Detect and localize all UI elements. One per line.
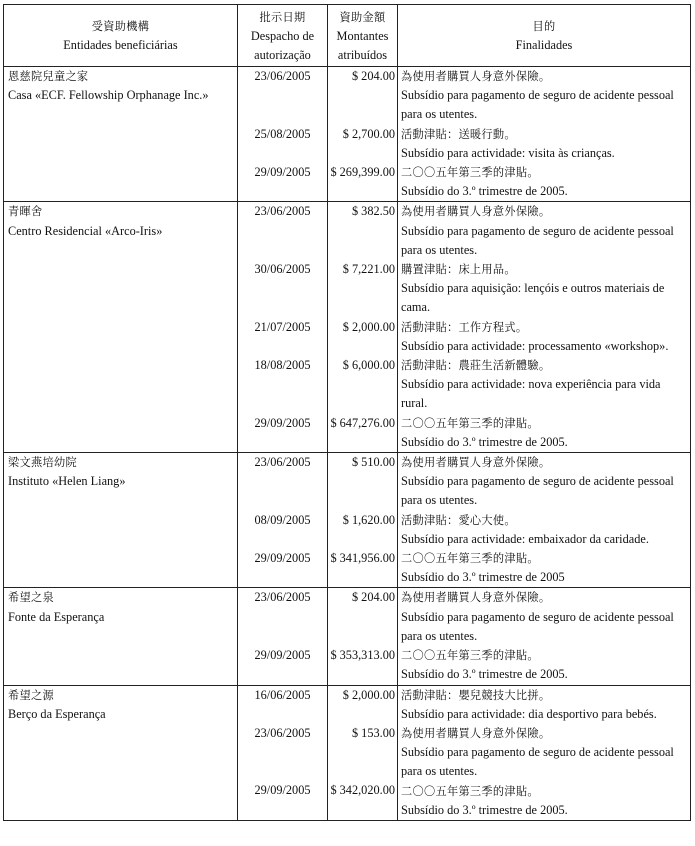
grant-amount: $ 341,956.00 (330, 551, 395, 566)
grant-date: 23/06/2005 (254, 725, 311, 740)
date-spacer (238, 86, 327, 105)
purpose-pt-line: Subsídio do 3.º trimestre de 2005. (401, 184, 568, 199)
grant-date: 23/06/2005 (254, 590, 311, 605)
table-row (4, 202, 691, 453)
grant-date: 29/09/2005 (254, 164, 311, 179)
amount-cell (328, 67, 398, 202)
amount-spacer (328, 279, 397, 298)
date-spacer (238, 375, 327, 394)
amount-cell (328, 588, 398, 685)
amount-spacer (328, 222, 397, 241)
date-spacer (238, 433, 327, 452)
amount-spacer (328, 568, 397, 587)
entity-cell (4, 453, 238, 588)
entity-name-zh: 青暉舍 (8, 205, 43, 219)
grant-amount: $ 7,221.00 (342, 262, 395, 276)
date-spacer (238, 279, 327, 298)
purpose-pt-line: rural. (401, 396, 428, 411)
purpose-pt-line: Subsídio para aquisição: lençóis e outros materiais de (401, 281, 665, 296)
grant-date: 18/08/2005 (254, 357, 311, 372)
entity-name-pt: Berço da Esperança (8, 706, 106, 721)
entity-name-pt: Centro Residencial «Arco-Iris» (8, 223, 163, 238)
entity-header-zh: 受資助機構 (91, 20, 150, 33)
amount-header-zh: 資助金額 (339, 11, 386, 24)
date-header-pt-2: autorização (254, 48, 311, 62)
purpose-zh: 二〇〇五年第三季的津貼。 (401, 784, 539, 798)
purpose-zh: 活動津貼：工作方程式。 (401, 320, 528, 334)
grant-amount: $ 353,313.00 (330, 648, 395, 663)
date-cell (238, 202, 328, 453)
entity-name-zh: 希望之源 (8, 688, 54, 702)
amount-spacer (328, 298, 397, 317)
table-body (4, 67, 691, 821)
grant-amount: $ 153.00 (351, 725, 395, 740)
date-spacer (238, 491, 327, 510)
entity-column-header (4, 5, 238, 67)
entity-cell (4, 202, 238, 453)
date-spacer (238, 801, 327, 820)
entity-name-pt: Casa «ECF. Fellowship Orphanage Inc.» (8, 88, 209, 103)
amount-spacer (328, 86, 397, 105)
purpose-pt-line: Subsídio para pagamento de seguro de acidente pessoal (401, 745, 674, 760)
purpose-zh: 二〇〇五年第三季的津貼。 (401, 166, 539, 180)
date-spacer (238, 182, 327, 201)
amount-header-pt-1: Montantes (336, 29, 389, 43)
grant-amount: $ 382.50 (351, 204, 395, 219)
grant-amount: $ 510.00 (351, 455, 395, 470)
amount-spacer (328, 144, 397, 163)
grant-date: 29/09/2005 (254, 648, 311, 663)
amount-cell (328, 453, 398, 588)
grant-date: 08/09/2005 (254, 512, 311, 527)
date-spacer (238, 762, 327, 781)
grant-amount: $ 342,020.00 (330, 783, 395, 798)
date-spacer (238, 105, 327, 124)
entity-name-zh: 希望之泉 (8, 591, 54, 605)
purpose-header-pt: Finalidades (515, 38, 573, 52)
date-header-zh: 批示日期 (259, 11, 306, 24)
table-row (4, 588, 691, 685)
date-spacer (238, 394, 327, 413)
date-spacer (238, 743, 327, 762)
date-spacer (238, 627, 327, 646)
amount-column-header (328, 5, 398, 67)
grant-amount: $ 1,620.00 (342, 512, 395, 527)
purpose-cell (398, 588, 691, 685)
amount-cell (328, 202, 398, 453)
purpose-header-zh: 目的 (532, 20, 556, 33)
purpose-zh: 為使用者購買人身意外保險。 (401, 205, 551, 219)
purpose-pt-line: Subsídio para actividade: embaixador da caridade. (401, 531, 649, 546)
purpose-zh: 活動津貼：農莊生活新體驗。 (401, 359, 551, 373)
purpose-zh: 二〇〇五年第三季的津貼。 (401, 552, 539, 566)
purpose-pt-line: Subsídio para actividade: dia desportivo para bebés. (401, 706, 657, 721)
amount-spacer (328, 762, 397, 781)
purpose-pt-line: Subsídio para pagamento de seguro de acidente pessoal (401, 88, 674, 103)
date-column-header (238, 5, 328, 67)
entity-name-pt: Fonte da Esperança (8, 609, 105, 624)
entity-cell (4, 67, 238, 202)
purpose-zh: 為使用者購買人身意外保險。 (401, 726, 551, 740)
purpose-pt-line: Subsídio para pagamento de seguro de acidente pessoal (401, 609, 674, 624)
purpose-zh: 二〇〇五年第三季的津貼。 (401, 416, 539, 430)
table-row (4, 453, 691, 588)
amount-spacer (328, 665, 397, 684)
purpose-zh: 二〇〇五年第三季的津貼。 (401, 649, 539, 663)
amount-spacer (328, 491, 397, 510)
grant-date: 21/07/2005 (254, 319, 311, 334)
grant-amount: $ 2,000.00 (342, 687, 395, 702)
date-spacer (238, 298, 327, 317)
grant-amount: $ 6,000.00 (342, 357, 395, 372)
amount-spacer (328, 182, 397, 201)
purpose-pt-line: Subsídio do 3.º trimestre de 2005. (401, 802, 568, 817)
date-cell (238, 588, 328, 685)
amount-spacer (328, 375, 397, 394)
grant-date: 29/09/2005 (254, 783, 311, 798)
date-spacer (238, 472, 327, 491)
purpose-zh: 為使用者購買人身意外保險。 (401, 70, 551, 83)
purpose-pt-line: para os utentes. (401, 628, 478, 643)
date-cell (238, 67, 328, 202)
grant-amount: $ 2,700.00 (342, 126, 395, 141)
grant-amount: $ 647,276.00 (330, 415, 395, 430)
date-spacer (238, 568, 327, 587)
purpose-pt-line: Subsídio para pagamento de seguro de acidente pessoal (401, 474, 674, 489)
grant-date: 23/06/2005 (254, 455, 311, 470)
purpose-pt-line: cama. (401, 300, 431, 315)
amount-spacer (328, 433, 397, 452)
date-spacer (238, 530, 327, 549)
purpose-cell (398, 453, 691, 588)
entity-cell (4, 685, 238, 820)
date-spacer (238, 144, 327, 163)
entity-header-pt: Entidades beneficiárias (63, 38, 178, 52)
purpose-pt-line: Subsídio do 3.º trimestre de 2005. (401, 667, 568, 682)
grant-date: 25/08/2005 (254, 126, 311, 141)
date-spacer (238, 222, 327, 241)
date-cell (238, 453, 328, 588)
entity-name-zh: 梁文燕培幼院 (8, 456, 77, 470)
amount-spacer (328, 105, 397, 124)
grant-date: 23/06/2005 (254, 204, 311, 219)
grant-amount: $ 204.00 (351, 69, 395, 83)
purpose-pt-line: Subsídio para actividade: processamento «workshop». (401, 338, 669, 353)
amount-spacer (328, 472, 397, 491)
amount-spacer (328, 394, 397, 413)
amount-spacer (328, 627, 397, 646)
entity-cell (4, 588, 238, 685)
amount-header-pt-2: atribuídos (337, 48, 388, 62)
amount-spacer (328, 705, 397, 724)
purpose-pt-line: para os utentes. (401, 764, 478, 779)
amount-spacer (328, 241, 397, 260)
purpose-cell (398, 685, 691, 820)
grant-amount: $ 2,000.00 (342, 319, 395, 334)
subsidy-table (3, 4, 691, 821)
purpose-zh: 活動津貼：嬰兒競技大比拼。 (401, 688, 551, 702)
purpose-zh: 活動津貼：送暖行動。 (401, 127, 516, 141)
date-spacer (238, 665, 327, 684)
purpose-pt-line: Subsídio para actividade: nova experiência para vida (401, 377, 661, 392)
grant-date: 16/06/2005 (254, 687, 311, 702)
date-spacer (238, 337, 327, 356)
table-header-row (4, 5, 691, 67)
purpose-pt-line: Subsídio do 3.º trimestre de 2005. (401, 434, 568, 449)
amount-spacer (328, 337, 397, 356)
purpose-zh: 為使用者購買人身意外保險。 (401, 591, 551, 605)
grant-date: 29/09/2005 (254, 415, 311, 430)
date-header-pt-1: Despacho de (250, 29, 315, 43)
amount-spacer (328, 801, 397, 820)
table-row (4, 67, 691, 202)
amount-spacer (328, 743, 397, 762)
purpose-zh: 為使用者購買人身意外保險。 (401, 456, 551, 470)
purpose-pt-line: Subsídio para pagamento de seguro de acidente pessoal (401, 223, 674, 238)
purpose-pt-line: para os utentes. (401, 107, 478, 122)
table-row (4, 685, 691, 820)
grant-date: 30/06/2005 (254, 262, 311, 276)
amount-spacer (328, 530, 397, 549)
amount-cell (328, 685, 398, 820)
purpose-column-header (398, 5, 691, 67)
date-cell (238, 685, 328, 820)
purpose-zh: 活動津貼：愛心大使。 (401, 513, 516, 527)
date-spacer (238, 705, 327, 724)
purpose-zh: 購置津貼：床上用品。 (401, 263, 516, 277)
date-spacer (238, 608, 327, 627)
purpose-pt-line: Subsídio para actividade: visita às crianças. (401, 145, 615, 160)
purpose-pt-line: para os utentes. (401, 242, 478, 257)
purpose-cell (398, 67, 691, 202)
grant-date: 29/09/2005 (254, 551, 311, 566)
purpose-pt-line: Subsídio do 3.º trimestre de 2005 (401, 570, 565, 585)
date-spacer (238, 241, 327, 260)
entity-name-zh: 恩慈院兒童之家 (8, 70, 89, 83)
purpose-cell (398, 202, 691, 453)
amount-spacer (328, 608, 397, 627)
grant-amount: $ 269,399.00 (330, 164, 395, 179)
grant-amount: $ 204.00 (351, 590, 395, 605)
grant-date: 23/06/2005 (254, 69, 311, 83)
purpose-pt-line: para os utentes. (401, 493, 478, 508)
entity-name-pt: Instituto «Helen Liang» (8, 474, 126, 489)
